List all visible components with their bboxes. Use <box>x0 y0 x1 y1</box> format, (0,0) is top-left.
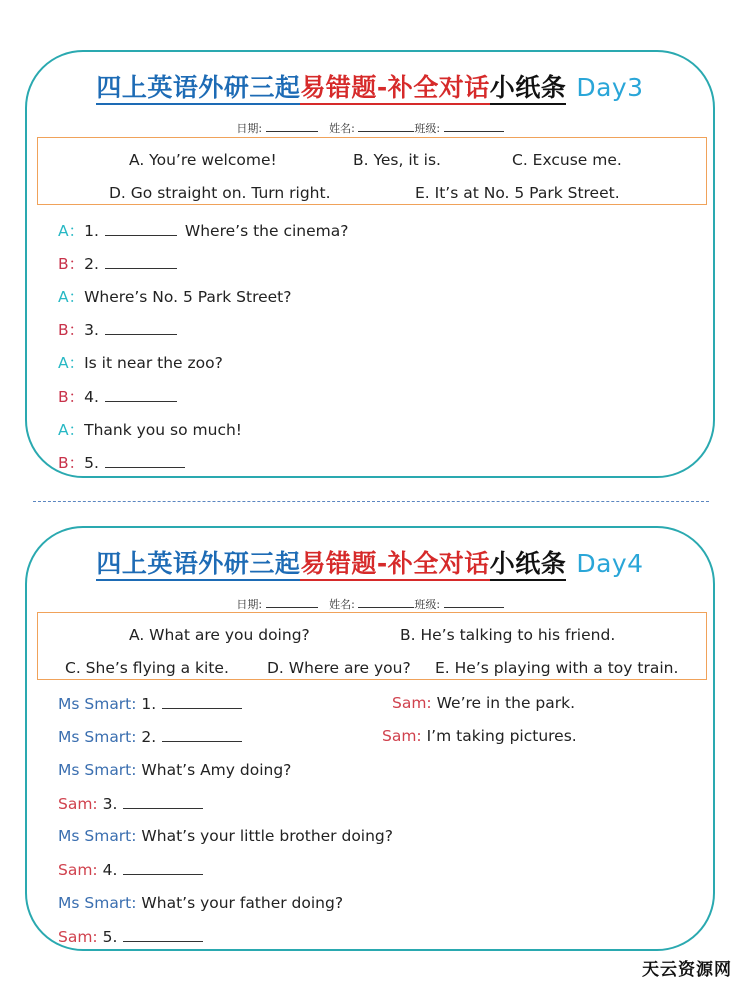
options-box <box>37 612 707 680</box>
line-text: 5. <box>84 454 99 472</box>
answer-blank[interactable] <box>105 254 177 269</box>
option-a: A. What are you doing? <box>129 626 310 644</box>
class-label: 班级: <box>414 598 441 611</box>
speaker-ms-smart: Ms Smart: <box>58 761 137 779</box>
answer-blank[interactable] <box>105 320 177 335</box>
dialogue-line <box>58 418 242 440</box>
line-text: I’m taking pictures. <box>426 727 577 745</box>
answer-blank[interactable] <box>105 453 185 468</box>
option-a: A. You’re welcome! <box>129 151 277 169</box>
dialogue-line <box>58 351 223 373</box>
title-subject: 四上英语外研三起 <box>96 73 300 105</box>
option-c: C. Excuse me. <box>512 151 622 169</box>
option-d: D. Go straight on. Turn right. <box>109 184 331 202</box>
title-subject: 四上英语外研三起 <box>96 549 300 581</box>
dialogue-line <box>58 894 343 912</box>
title-type: 小纸条 <box>490 73 567 105</box>
name-label: 姓名: <box>329 122 355 135</box>
line-text: 4. <box>102 861 118 879</box>
dialogue-line <box>58 219 348 241</box>
option-e: E. It’s at No. 5 Park Street. <box>415 184 620 202</box>
dialogue-line <box>392 694 575 712</box>
line-text: 2. <box>141 728 157 746</box>
speaker-b: B： <box>58 321 85 339</box>
option-b: B. He’s talking to his friend. <box>400 626 616 644</box>
line-text: We’re in the park. <box>436 694 576 712</box>
worksheet-card-day3 <box>25 50 715 478</box>
dialogue-line <box>382 727 577 745</box>
answer-blank[interactable] <box>105 387 177 402</box>
speaker-b: B： <box>58 388 85 406</box>
speaker-sam: Sam: <box>382 727 422 745</box>
answer-blank[interactable] <box>123 860 203 875</box>
date-field[interactable] <box>266 597 318 608</box>
date-field[interactable] <box>266 121 318 132</box>
speaker-ms-smart: Ms Smart: <box>58 894 137 912</box>
date-label: 日期: <box>236 598 263 611</box>
watermark-text: 天云资源网 <box>642 960 732 980</box>
speaker-a: A： <box>58 288 85 306</box>
answer-blank[interactable] <box>105 221 177 236</box>
worksheet-title <box>27 544 713 580</box>
option-b: B. Yes, it is. <box>353 151 441 169</box>
line-text: What’s your little brother doing? <box>141 827 394 845</box>
dialogue-line <box>58 451 185 473</box>
name-label: 姓名: <box>329 598 355 611</box>
speaker-a: A： <box>58 354 85 372</box>
option-e: E. He’s playing with a toy train. <box>435 659 679 677</box>
dialogue-line <box>58 761 291 779</box>
speaker-sam: Sam: <box>58 861 98 879</box>
option-d: D. Where are you? <box>267 659 411 677</box>
speaker-ms-smart: Ms Smart: <box>58 728 137 746</box>
line-text: Is it near the zoo? <box>84 354 223 372</box>
worksheet-title <box>27 68 713 104</box>
answer-blank[interactable] <box>162 727 242 742</box>
cut-line <box>33 501 709 502</box>
class-label: 班级: <box>414 122 441 135</box>
date-label: 日期: <box>236 122 263 135</box>
speaker-a: A： <box>58 421 85 439</box>
answer-blank[interactable] <box>123 927 203 942</box>
speaker-ms-smart: Ms Smart: <box>58 695 137 713</box>
line-text: 1. <box>84 222 99 240</box>
title-day: Day4 <box>576 549 644 578</box>
speaker-b: B： <box>58 255 85 273</box>
class-field[interactable] <box>444 121 504 132</box>
speaker-sam: Sam: <box>58 795 98 813</box>
speaker-sam: Sam: <box>392 694 432 712</box>
title-topic: 易错题-补全对话 <box>300 73 489 105</box>
dialogue-line <box>58 927 203 946</box>
dialogue-line <box>58 860 203 879</box>
line-text: What’s your father doing? <box>141 894 344 912</box>
line-text: Where’s No. 5 Park Street? <box>84 288 292 306</box>
dialogue-line <box>58 252 177 274</box>
info-row <box>27 596 713 612</box>
title-topic: 易错题-补全对话 <box>300 549 489 581</box>
dialogue-line <box>58 285 292 307</box>
line-text: 4. <box>84 388 99 406</box>
dialogue-line <box>58 385 177 407</box>
worksheet-card-day4 <box>25 526 715 951</box>
speaker-b: B： <box>58 454 85 472</box>
line-text: 3. <box>102 795 118 813</box>
dialogue-line <box>58 727 242 746</box>
speaker-ms-smart: Ms Smart: <box>58 827 137 845</box>
dialogue-line <box>58 794 203 813</box>
title-day: Day3 <box>576 73 644 102</box>
dialogue-line <box>58 318 177 340</box>
speaker-a: A： <box>58 222 85 240</box>
name-field[interactable] <box>358 597 414 608</box>
dialogue-line <box>58 827 393 845</box>
line-text: What’s Amy doing? <box>141 761 292 779</box>
dialogue-line <box>58 694 242 713</box>
line-text: 1. <box>141 695 157 713</box>
options-box <box>37 137 707 205</box>
name-field[interactable] <box>358 121 414 132</box>
answer-blank[interactable] <box>123 794 203 809</box>
option-c: C. She’s flying a kite. <box>65 659 229 677</box>
line-text: Thank you so much! <box>84 421 243 439</box>
line-text: 2. <box>84 255 99 273</box>
line-text: 5. <box>102 928 118 946</box>
title-type: 小纸条 <box>490 549 567 581</box>
speaker-sam: Sam: <box>58 928 98 946</box>
info-row <box>27 120 713 136</box>
class-field[interactable] <box>444 597 504 608</box>
line-text: 3. <box>84 321 99 339</box>
line-text-after: Where’s the cinema? <box>184 222 349 240</box>
answer-blank[interactable] <box>162 694 242 709</box>
